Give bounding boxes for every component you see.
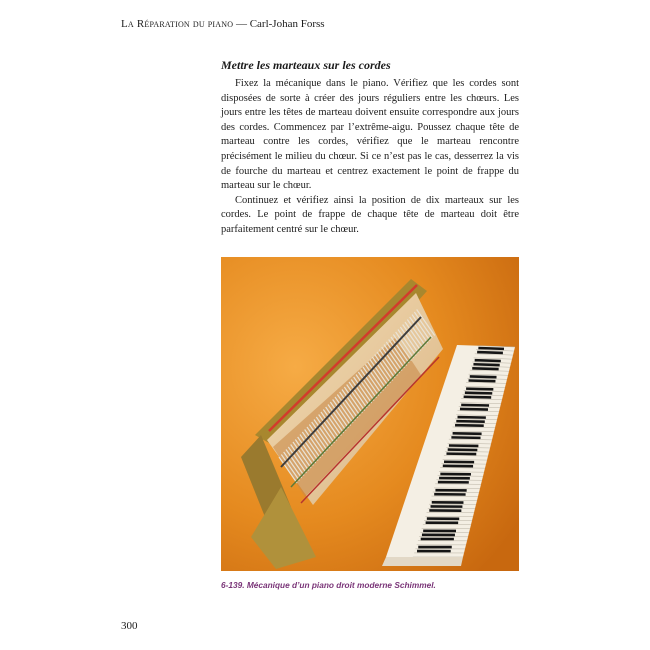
body-text xyxy=(221,77,519,238)
book-title: La Réparation du piano xyxy=(121,18,234,30)
figure-caption: 6-139. Mécanique d’un piano droit moderne Schimmel. xyxy=(221,580,436,590)
paragraph: Fixez la mécanique dans le piano. Vérifiez que les cordes sont disposées de sorte à créer des jours réguliers entre les chœurs. Les jours entre les têtes de marteau doivent ensuite correspondre aux jours des cordes. Commencez par l’extrême-aigu. Poussez chaque tête de marteau contre les cordes, vérifiez que le marteau rencontre précisément le milieu du chœur. Si ce n’est pas le cas, desserrez la vis de fourche du marteau et centrez exactement le point de frappe du marteau sur le chœur. xyxy=(221,78,519,192)
piano-action-photo xyxy=(221,257,519,571)
author-name: Carl-Johan Forss xyxy=(249,18,325,30)
section-title: Mettre les marteaux sur les cordes xyxy=(221,58,391,72)
running-head xyxy=(121,18,541,30)
paragraph: Continuez et vérifiez ainsi la position de dix marteaux sur les cordes. Le point de frappe de chaque tête de marteau doit être parfaitement centré sur le chœur. xyxy=(221,194,519,235)
page-number: 300 xyxy=(121,620,138,632)
header-separator: — xyxy=(235,18,247,30)
piano-action-illustration xyxy=(221,257,519,571)
